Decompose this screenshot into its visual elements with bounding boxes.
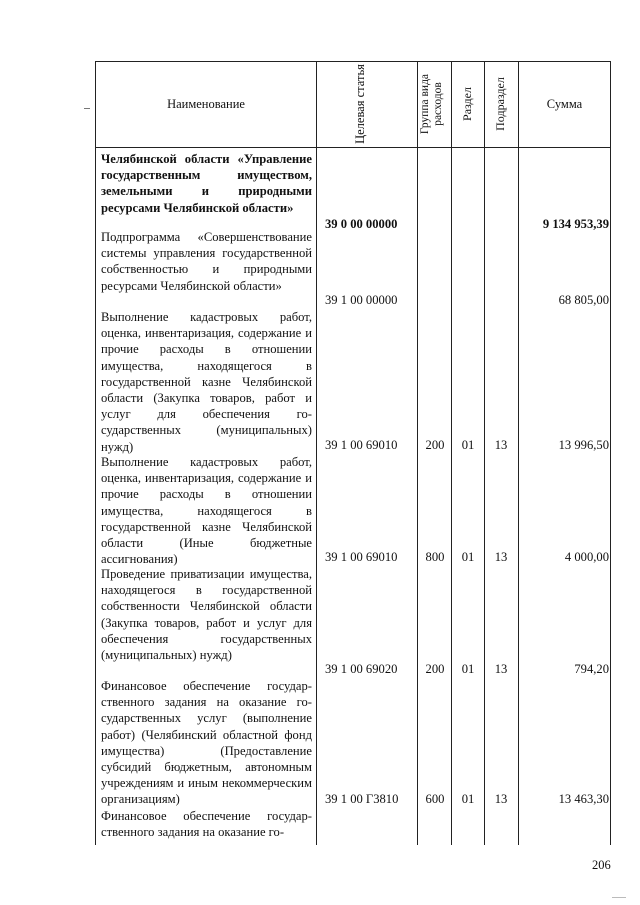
header-subsection: Подраздел [493,77,507,131]
header-name: Наименование [167,96,245,111]
row-group: 200 [425,438,445,452]
row-group: 600 [425,792,445,806]
row-subsection: 13 [494,792,508,806]
row-subsection: 13 [494,662,508,676]
row-code: 39 1 00 00000 [325,293,398,307]
row-section: 01 [461,550,475,564]
row-code: 39 1 00 69020 [325,662,398,676]
table-right-border [610,61,611,845]
col-divider-3 [451,61,452,845]
row-group: 800 [425,550,445,564]
row-code: 39 1 00 Г3810 [325,792,399,806]
row-name: Финансовое обеспечение государственного задания на оказание государственных услуг (выполнение работ) (Челябинский областной фонд имущества) (Предоставление субсидий бюджетным, автономным учреждениям и иным некоммерческим организациям) [101,679,312,807]
row-subsection: 13 [494,438,508,452]
row-name: Выполнение кадастровых работ, оценка, инвентаризация, содержание и прочие расходы в отношении имущества, находящегося в государственной казне Челябинской области (Закупка товаров, работ и услуг для обеспечения государственных (муниципальных) нужд) [101,310,312,454]
row-amount: 68 805,00 [558,293,609,307]
row-code: 39 0 00 00000 [325,217,398,231]
row-amount: 4 000,00 [564,550,609,564]
row-amount: 13 463,30 [558,792,609,806]
margin-mark [84,108,90,109]
row-amount: 794,20 [574,662,609,676]
row-amount: 13 996,50 [558,438,609,452]
row-section: 01 [461,662,475,676]
header-group: Группа вида расходов [419,73,445,135]
header-target: Целевая статья [353,64,367,144]
row-amount: 9 134 953,39 [542,217,609,231]
row-code: 39 1 00 69010 [325,550,398,564]
row-section: 01 [461,438,475,452]
corner-mark [612,897,626,898]
col-divider-4 [484,61,485,845]
row-name: Подпрограмма «Совершенствование системы управления государственной собственностью и природными ресурсами Челябинской области» [101,230,312,293]
row-code: 39 1 00 69010 [325,438,398,452]
row-name: Выполнение кадастровых работ, оценка, инвентаризация, содержание и прочие расходы в отношении имущества, находящегося в государственной казне Челябинской области (Иные бюджетные ассигнования) [101,455,312,567]
row-group: 200 [425,662,445,676]
row-name: Челябинской области «Управление государственным имуществом, земельными и природными ресурсами Челябинской области» [101,152,312,215]
header-section: Раздел [460,87,474,121]
table-left-border [95,61,96,845]
header-amount: Сумма [546,96,583,111]
col-divider-1 [316,61,317,845]
row-name: Проведение приватизации имущества, находящегося в государственной собственности Челябинской области (Закупка товаров, работ и услуг для обеспечения государственных (муниципальных) нужд) [101,567,312,663]
page-number: 206 [592,858,611,872]
row-section: 01 [461,792,475,806]
col-divider-2 [417,61,418,845]
row-name: Финансовое обеспечение государственного задания на оказание го- [101,809,312,840]
row-subsection: 13 [494,550,508,564]
